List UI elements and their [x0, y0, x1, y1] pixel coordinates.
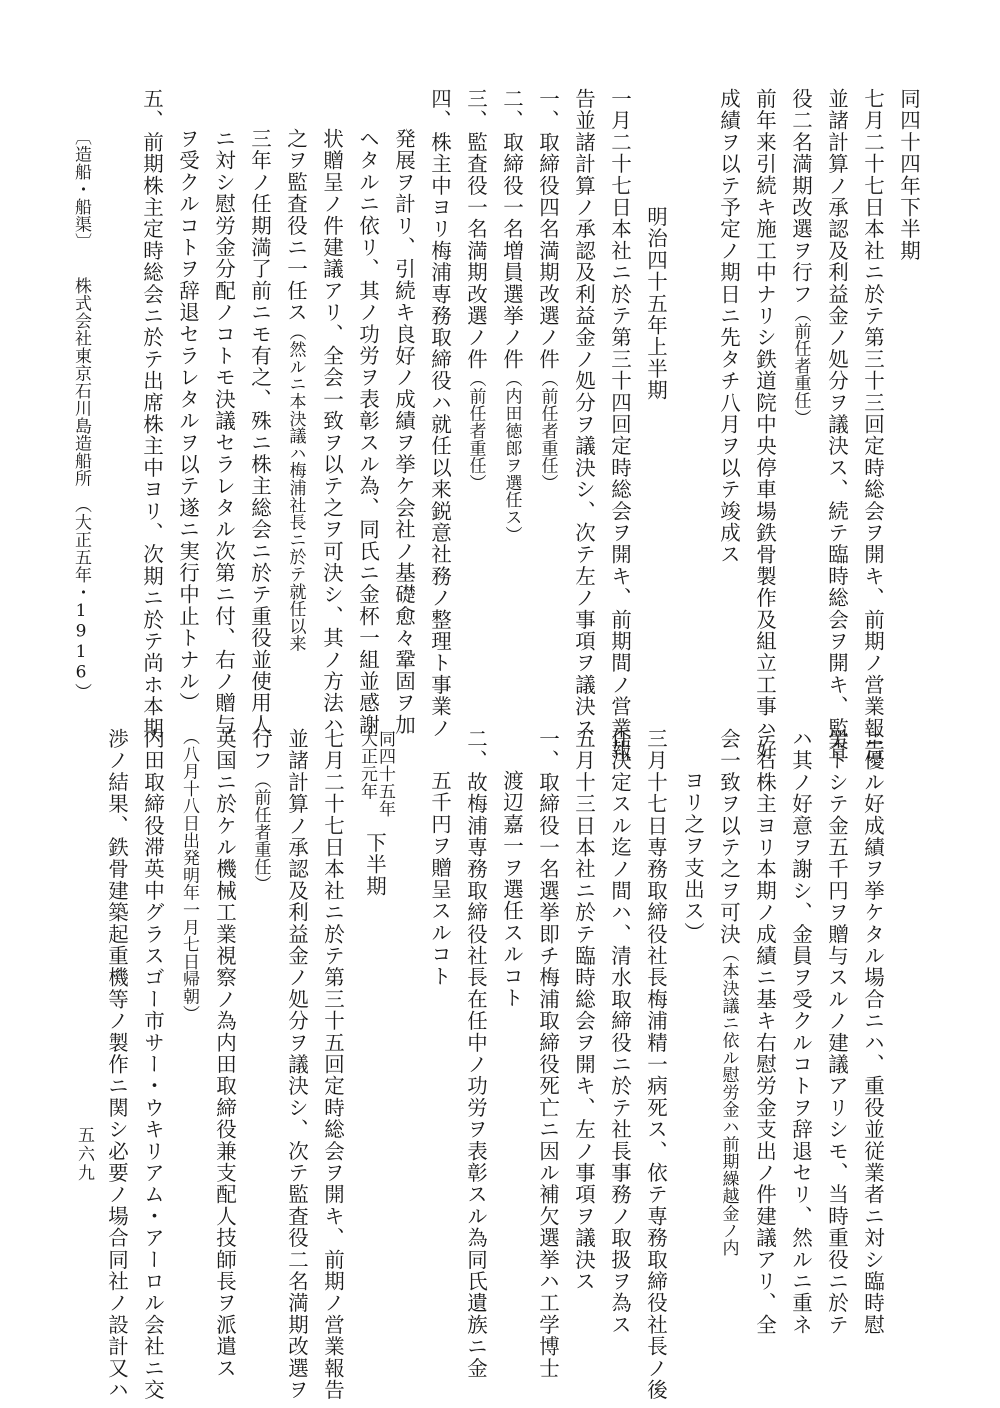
note-text: （前任者重任）	[250, 771, 271, 893]
text-line: 役二名満期改選ヲ行フ	[788, 88, 813, 305]
text-line: ハ其ノ好意ヲ謝シ、金員ヲ受クルコトヲ辞退セリ、然ルニ重ネ	[788, 728, 813, 1336]
note-line: （八月十八日出発明年一月七日帰朝）	[179, 728, 199, 1023]
agenda-item-1: 一、取締役四名満期改選ノ件（前任者重任）	[535, 88, 560, 492]
note-text: （然ルニ本決議ハ梅浦社長ニ於テ就任以来	[285, 323, 306, 653]
text-line: 告並諸計算ノ承認及利益金ノ処分ヲ議決シ、次テ左ノ事項ヲ議決ス	[571, 88, 596, 739]
agenda-item-4: 四、株主中ヨリ梅浦専務取締役ハ就任以来鋭意社務ノ整理ト事業ノ	[427, 88, 452, 739]
footer-running-head	[72, 128, 89, 701]
resolution-item-1: 一、取締役一名選挙即チ梅浦取締役死亡ニ因ル補欠選挙ハ工学博士	[535, 728, 560, 1379]
text-line: 内田取締役滞英中グラスゴー市サー・ウキリアム・アーロル会社ニ交	[140, 728, 165, 1401]
footer-category: 〔造船・船渠〕	[71, 128, 91, 242]
text-line: 七月二十七日本社ニ於テ第三十五回定時総会ヲ開キ、前期ノ営業報告	[320, 728, 345, 1401]
resolution-item-2: 二、故梅浦専務取締役社長在任中ノ功労ヲ表彰スル為同氏遺族ニ金	[463, 728, 488, 1379]
agenda-item-5: 五、前期株主定時総会ニ於テ出席株主中ヨリ、次期ニ於テ尚ホ本期	[139, 88, 164, 739]
text-line: ヲ受クルコトヲ辞退セラレタルヲ以テ遂ニ実行中止トナル）	[175, 128, 200, 714]
section-heading-1945-h1: 明治四十五年上半期	[643, 206, 668, 402]
text-line-with-note	[790, 88, 811, 426]
text-line: 任決定スル迄ノ間ハ、清水取締役ニ於テ社長事務ノ取扱ヲ為ス	[607, 728, 632, 1336]
note-text: （前任者重任）	[537, 370, 558, 492]
text-line-with-note: 之ヲ監査役ニ一任ス（然ルニ本決議ハ梅浦社長ニ於テ就任以来	[283, 128, 308, 653]
text-line: ヨリ之ヲ支出ス）	[680, 770, 705, 944]
agenda-item-3: 三、監査役一名満期改選ノ件（前任者重任）	[463, 88, 488, 492]
section-heading-1944-h2: 同四十四年下半期	[896, 88, 921, 262]
section-heading-era-2: 大正元年	[357, 730, 377, 800]
note-text: （前任者重任）	[790, 305, 811, 427]
text-line: 五千円ヲ贈呈スルコト	[427, 770, 452, 987]
text-line: 五月十三日本社ニ於テ臨時総会ヲ開キ、左ノ事項ヲ議決ス	[571, 728, 596, 1293]
section-heading-half: 下半期	[362, 832, 387, 898]
text-line: 三年ノ任期満了前ニモ有之、殊ニ株主総会ニ於テ重役並使用人	[247, 128, 272, 736]
text-line: テ右株主ヨリ本期ノ成績ニ基キ右慰労金支出ノ件建議アリ、全	[752, 728, 777, 1336]
text-line: 渡辺嘉一ヲ選任スルコト	[499, 770, 524, 1009]
note-text: （本決議ニ依ル慰労金ハ前期繰越金ノ内	[718, 945, 739, 1257]
text-line: ニ対シ慰労金分配ノコトモ決議セラレタル次第ニ付、右ノ贈与	[211, 128, 236, 736]
text-line: 渉ノ結果、鉄骨建築起重機等ノ製作ニ関シ必要ノ場合同社ノ設計又ハ	[104, 728, 129, 1401]
text-line: 並諸計算ノ承認及利益金ノ処分ヲ議決ス、続テ臨時総会ヲ開キ、監査	[824, 88, 849, 761]
text-line: 発展ヲ計リ、引続キ良好ノ成績ヲ挙ケ会社ノ基礎愈々鞏固ヲ加	[391, 128, 416, 736]
text-line: 前年来引続キ施工中ナリシ鉄道院中央停車場鉄骨製作及組立工事ハ好	[752, 88, 777, 761]
spacer	[71, 487, 91, 505]
text-line: 七月二十七日本社ニ於テ第三十三回定時総会ヲ開キ、前期ノ営業報告	[860, 88, 885, 761]
text-line: 状贈呈ノ件建議アリ、全会一致ヲ以テ之ヲ可決シ、其ノ方法ハ	[319, 128, 344, 736]
text-line: 一月二十七日本社ニ於テ第三十四回定時総会ヲ開キ、前期間ノ営業報	[607, 88, 632, 761]
note-text: （前任者重任）	[465, 370, 486, 492]
text-line-with-note: 行フ（前任者重任）	[248, 728, 273, 893]
footer-year: （大正五年・1916）	[71, 504, 91, 701]
text-line: 英国ニ於ケル機械工業視察ノ為内田取締役兼支配人技師長ヲ派遣ス	[212, 728, 237, 1379]
page-number: 五六九	[74, 1126, 94, 1183]
text-line: ニ優ル好成績ヲ挙ケタル場合ニハ、重役並従業者ニ対シ臨時慰	[860, 728, 885, 1336]
text-line: 並諸計算ノ承認及利益金ノ処分ヲ議決シ、次テ監査役二名満期改選ヲ	[284, 728, 309, 1401]
text-line-with-note: 会一致ヲ以テ之ヲ可決（本決議ニ依ル慰労金ハ前期繰越金ノ内	[716, 728, 741, 1257]
spacer	[71, 242, 91, 277]
text-line: 成績ヲ以テ予定ノ期日ニ先タチ八月ヲ以テ竣成ス	[716, 88, 741, 566]
section-heading-era-1: 同四十五年	[375, 730, 395, 818]
text-line: 三月十七日専務取締役社長梅浦精一病死ス、依テ専務取締役社長ノ後	[643, 728, 668, 1401]
footer-company: 株式会社東京石川島造船所	[71, 277, 91, 487]
text-line: ヘタルニ依リ、其ノ功労ヲ表彰スル為、同氏ニ金杯一組並感謝	[355, 128, 380, 736]
agenda-item-2: 二、取締役一名増員選挙ノ件（内田徳郎ヲ選任ス）	[499, 88, 524, 544]
text-line: 労トシテ金五千円ヲ贈与スルノ建議アリシモ、当時重役ニ於テ	[824, 728, 849, 1336]
note-text: （内田徳郎ヲ選任ス）	[501, 370, 522, 544]
